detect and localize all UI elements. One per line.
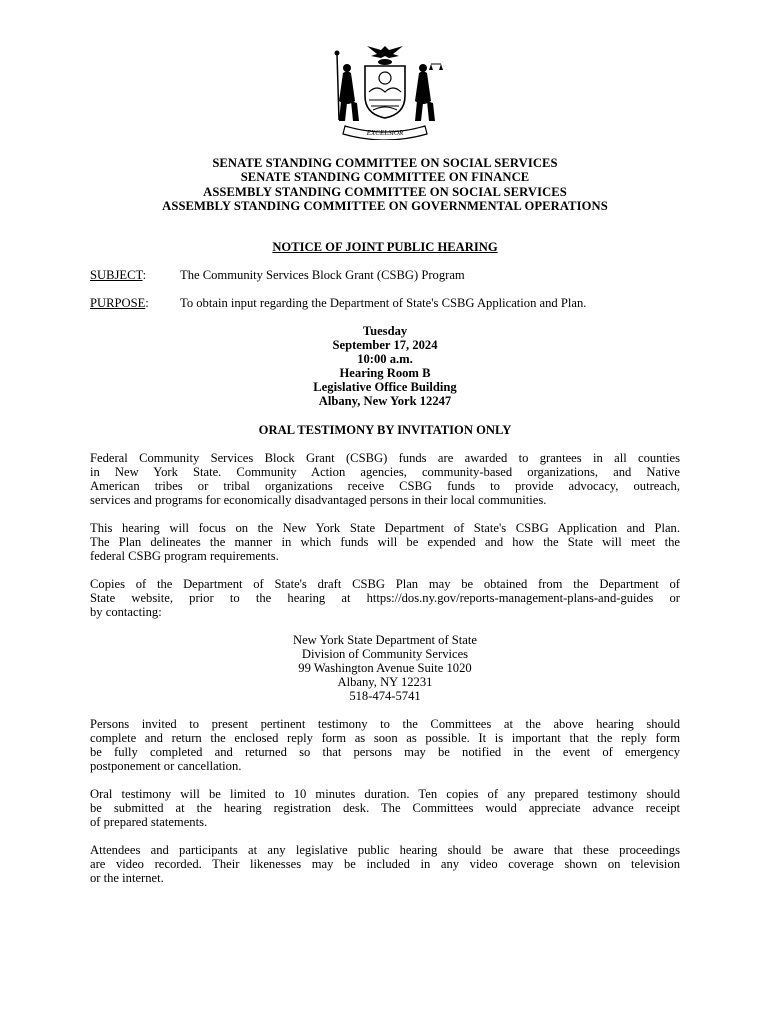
- subject-value: The Community Services Block Grant (CSBG) Program: [180, 268, 465, 282]
- hearing-city: Albany, New York 12247: [318, 394, 452, 408]
- paragraph-hearing-focus: This hearing will focus on the New York State Department of State's CSBG Application and Plan. The Plan delineates the manner in which funds will be expended and how the State will meet the federal CSBG program requirements.: [90, 521, 680, 563]
- purpose-value: To obtain input regarding the Department of State's CSBG Application and Plan.: [180, 296, 587, 310]
- hearing-room: Hearing Room B: [339, 366, 431, 380]
- paragraph-invited-testimony: Persons invited to present pertinent testimony to the Committees at the above hearing should complete and return the enclosed reply form as soon as possible. It is important that the reply form be fully completed and returned so that persons may be notified in the event of emergency postponement or cancellation.: [90, 717, 680, 773]
- seal-motto: EXCELSIOR: [366, 129, 404, 137]
- notice-title: NOTICE OF JOINT PUBLIC HEARING: [272, 240, 498, 254]
- oral-testimony-notice: ORAL TESTIMONY BY INVITATION ONLY: [258, 423, 512, 437]
- paragraph-time-limit: Oral testimony will be limited to 10 minutes duration. Ten copies of any prepared testimony should be submitted at the hearing registration desk. The Committees would appreciate advance receipt of prepared statements.: [90, 787, 680, 829]
- contact-address: [0, 633, 770, 703]
- contact-division: Division of Community Services: [301, 647, 469, 661]
- committees-header: [0, 156, 770, 214]
- subject-row: [90, 268, 465, 283]
- contact-org: New York State Department of State: [293, 633, 477, 647]
- new-york-state-seal-icon: [327, 40, 443, 140]
- committee-line: ASSEMBLY STANDING COMMITTEE ON SOCIAL SERVICES: [203, 184, 567, 199]
- purpose-row: [90, 296, 586, 311]
- hearing-details: [0, 324, 770, 408]
- paragraph-copies: Copies of the Department of State's draft CSBG Plan may be obtained from the Department of State website, prior to the hearing at https://dos.ny.gov/reports-management-plans-and-guides or by contacting:: [90, 577, 680, 619]
- committee-line: ASSEMBLY STANDING COMMITTEE ON GOVERNMENTAL OPERATIONS: [162, 199, 608, 214]
- paragraph-video-recording: Attendees and participants at any legislative public hearing should be aware that these proceedings are video recorded. Their likenesses may be included in any video coverage shown on television or the internet.: [90, 843, 680, 885]
- committee-line: SENATE STANDING COMMITTEE ON FINANCE: [240, 170, 530, 185]
- subject-label: SUBJECT:: [90, 268, 147, 282]
- hearing-building: Legislative Office Building: [313, 380, 457, 394]
- purpose-label: PURPOSE:: [90, 296, 149, 310]
- paragraph-grant-overview: Federal Community Services Block Grant (CSBG) funds are awarded to grantees in all counties in New York State. Community Action agencies, community-based organizations, and Native American tribes or tribal organizations receive CSBG funds to provide advocacy, outreach, services and programs for economically disadvantaged persons in their local communities.: [90, 451, 680, 507]
- hearing-time: 10:00 a.m.: [357, 352, 413, 366]
- contact-phone: 518-474-5741: [349, 689, 421, 703]
- committee-line: SENATE STANDING COMMITTEE ON SOCIAL SERVICES: [212, 156, 558, 170]
- hearing-date: September 17, 2024: [332, 338, 438, 352]
- hearing-day: Tuesday: [362, 324, 408, 338]
- contact-address-line: 99 Washington Avenue Suite 1020: [298, 661, 472, 675]
- contact-city: Albany, NY 12231: [337, 675, 433, 689]
